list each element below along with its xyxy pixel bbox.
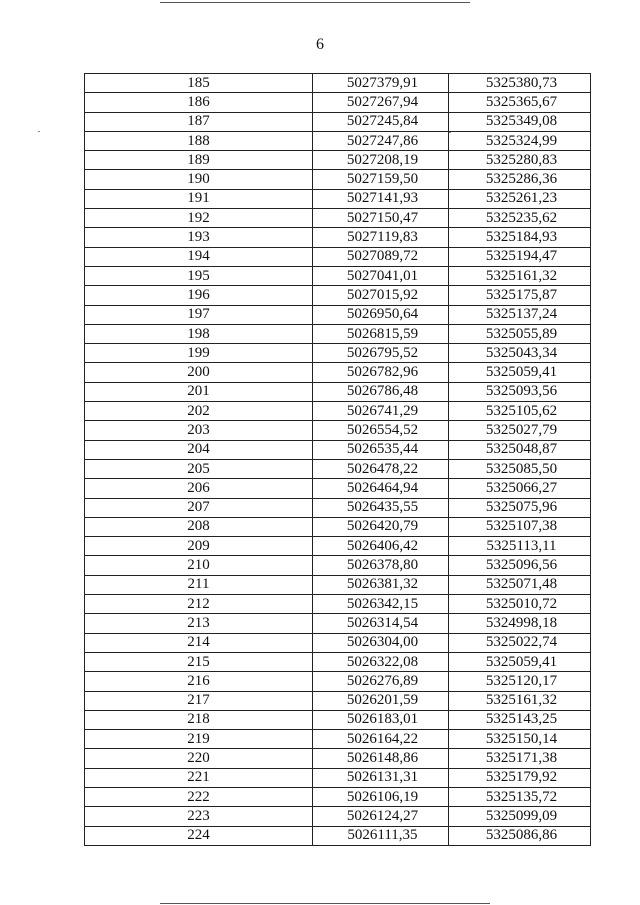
y-coordinate-cell: 5325324,99 <box>449 131 591 150</box>
x-coordinate-cell: 5026111,35 <box>313 826 449 845</box>
x-coordinate-cell: 5026148,86 <box>313 749 449 768</box>
point-number-cell: 195 <box>85 266 313 285</box>
x-coordinate-cell: 5026478,22 <box>313 459 449 478</box>
x-coordinate-cell: 5026378,80 <box>313 556 449 575</box>
table-row <box>85 517 591 536</box>
y-coordinate-cell: 5325175,87 <box>449 286 591 305</box>
table-row <box>85 537 591 556</box>
table-row <box>85 730 591 749</box>
table-row <box>85 151 591 170</box>
point-number-cell: 206 <box>85 479 313 498</box>
x-coordinate-cell: 5026183,01 <box>313 710 449 729</box>
page-number: 6 <box>316 36 324 53</box>
point-number-cell: 218 <box>85 710 313 729</box>
x-coordinate-cell: 5027245,84 <box>313 112 449 131</box>
table-row <box>85 382 591 401</box>
y-coordinate-cell: 5325380,73 <box>449 74 591 93</box>
y-coordinate-cell: 5325179,92 <box>449 768 591 787</box>
y-coordinate-cell: 5325365,67 <box>449 93 591 112</box>
y-coordinate-cell: 5325105,62 <box>449 402 591 421</box>
x-coordinate-cell: 5026464,94 <box>313 479 449 498</box>
y-coordinate-cell: 5325171,38 <box>449 749 591 768</box>
table-row <box>85 344 591 363</box>
x-coordinate-cell: 5027208,19 <box>313 151 449 170</box>
point-number-cell: 214 <box>85 633 313 652</box>
table-row <box>85 189 591 208</box>
y-coordinate-cell: 5325135,72 <box>449 787 591 806</box>
point-number-cell: 212 <box>85 595 313 614</box>
table-row <box>85 247 591 266</box>
y-coordinate-cell: 5325010,72 <box>449 595 591 614</box>
point-number-cell: 202 <box>85 402 313 421</box>
x-coordinate-cell: 5026131,31 <box>313 768 449 787</box>
y-coordinate-cell: 5325194,47 <box>449 247 591 266</box>
table-row <box>85 286 591 305</box>
x-coordinate-cell: 5026322,08 <box>313 652 449 671</box>
table-row <box>85 652 591 671</box>
y-coordinate-cell: 5325137,24 <box>449 305 591 324</box>
point-number-cell: 204 <box>85 440 313 459</box>
table-row <box>85 74 591 93</box>
point-number-cell: 200 <box>85 363 313 382</box>
table-row <box>85 266 591 285</box>
table-row <box>85 826 591 845</box>
table-row <box>85 498 591 517</box>
scan-speck <box>449 132 451 133</box>
y-coordinate-cell: 5325120,17 <box>449 672 591 691</box>
point-number-cell: 201 <box>85 382 313 401</box>
x-coordinate-cell: 5026342,15 <box>313 595 449 614</box>
scan-speck <box>38 131 40 132</box>
y-coordinate-cell: 5324998,18 <box>449 614 591 633</box>
y-coordinate-cell: 5325048,87 <box>449 440 591 459</box>
table-row <box>85 768 591 787</box>
point-number-cell: 196 <box>85 286 313 305</box>
x-coordinate-cell: 5027247,86 <box>313 131 449 150</box>
point-number-cell: 210 <box>85 556 313 575</box>
x-coordinate-cell: 5027141,93 <box>313 189 449 208</box>
table-row <box>85 131 591 150</box>
table-row <box>85 749 591 768</box>
table-row <box>85 595 591 614</box>
table-row <box>85 710 591 729</box>
y-coordinate-cell: 5325075,96 <box>449 498 591 517</box>
table-row <box>85 209 591 228</box>
y-coordinate-cell: 5325184,93 <box>449 228 591 247</box>
point-number-cell: 207 <box>85 498 313 517</box>
point-number-cell: 216 <box>85 672 313 691</box>
x-coordinate-cell: 5026304,00 <box>313 633 449 652</box>
point-number-cell: 187 <box>85 112 313 131</box>
y-coordinate-cell: 5325143,25 <box>449 710 591 729</box>
table-row <box>85 787 591 806</box>
y-coordinate-cell: 5325066,27 <box>449 479 591 498</box>
y-coordinate-cell: 5325027,79 <box>449 421 591 440</box>
point-number-cell: 191 <box>85 189 313 208</box>
y-coordinate-cell: 5325085,50 <box>449 459 591 478</box>
point-number-cell: 220 <box>85 749 313 768</box>
x-coordinate-cell: 5026535,44 <box>313 440 449 459</box>
x-coordinate-cell: 5026164,22 <box>313 730 449 749</box>
point-number-cell: 185 <box>85 74 313 93</box>
point-number-cell: 199 <box>85 344 313 363</box>
x-coordinate-cell: 5026795,52 <box>313 344 449 363</box>
y-coordinate-cell: 5325113,11 <box>449 537 591 556</box>
table-row <box>85 440 591 459</box>
y-coordinate-cell: 5325286,36 <box>449 170 591 189</box>
x-coordinate-cell: 5026106,19 <box>313 787 449 806</box>
y-coordinate-cell: 5325071,48 <box>449 575 591 594</box>
x-coordinate-cell: 5026201,59 <box>313 691 449 710</box>
x-coordinate-cell: 5026124,27 <box>313 807 449 826</box>
table-row <box>85 479 591 498</box>
x-coordinate-cell: 5027159,50 <box>313 170 449 189</box>
point-number-cell: 224 <box>85 826 313 845</box>
top-rule <box>160 2 470 3</box>
x-coordinate-cell: 5026406,42 <box>313 537 449 556</box>
y-coordinate-cell: 5325161,32 <box>449 266 591 285</box>
x-coordinate-cell: 5027089,72 <box>313 247 449 266</box>
point-number-cell: 193 <box>85 228 313 247</box>
x-coordinate-cell: 5026741,29 <box>313 402 449 421</box>
y-coordinate-cell: 5325043,34 <box>449 344 591 363</box>
table-row <box>85 421 591 440</box>
x-coordinate-cell: 5027379,91 <box>313 74 449 93</box>
y-coordinate-cell: 5325055,89 <box>449 324 591 343</box>
x-coordinate-cell: 5026782,96 <box>313 363 449 382</box>
table-row <box>85 112 591 131</box>
table-row <box>85 459 591 478</box>
table-row <box>85 363 591 382</box>
point-number-cell: 190 <box>85 170 313 189</box>
point-number-cell: 192 <box>85 209 313 228</box>
point-number-cell: 186 <box>85 93 313 112</box>
point-number-cell: 194 <box>85 247 313 266</box>
x-coordinate-cell: 5027267,94 <box>313 93 449 112</box>
y-coordinate-cell: 5325150,14 <box>449 730 591 749</box>
point-number-cell: 208 <box>85 517 313 536</box>
table-row <box>85 170 591 189</box>
y-coordinate-cell: 5325086,86 <box>449 826 591 845</box>
table-row <box>85 228 591 247</box>
y-coordinate-cell: 5325099,09 <box>449 807 591 826</box>
y-coordinate-cell: 5325022,74 <box>449 633 591 652</box>
x-coordinate-cell: 5026435,55 <box>313 498 449 517</box>
coordinates-table <box>84 73 591 846</box>
point-number-cell: 223 <box>85 807 313 826</box>
table-row <box>85 305 591 324</box>
point-number-cell: 197 <box>85 305 313 324</box>
x-coordinate-cell: 5027015,92 <box>313 286 449 305</box>
y-coordinate-cell: 5325280,83 <box>449 151 591 170</box>
y-coordinate-cell: 5325349,08 <box>449 112 591 131</box>
x-coordinate-cell: 5026276,89 <box>313 672 449 691</box>
x-coordinate-cell: 5026815,59 <box>313 324 449 343</box>
bottom-rule <box>160 903 490 904</box>
point-number-cell: 215 <box>85 652 313 671</box>
y-coordinate-cell: 5325093,56 <box>449 382 591 401</box>
point-number-cell: 221 <box>85 768 313 787</box>
point-number-cell: 205 <box>85 459 313 478</box>
y-coordinate-cell: 5325107,38 <box>449 517 591 536</box>
x-coordinate-cell: 5027041,01 <box>313 266 449 285</box>
table-row <box>85 672 591 691</box>
y-coordinate-cell: 5325059,41 <box>449 363 591 382</box>
table-row <box>85 691 591 710</box>
point-number-cell: 213 <box>85 614 313 633</box>
point-number-cell: 219 <box>85 730 313 749</box>
x-coordinate-cell: 5027150,47 <box>313 209 449 228</box>
point-number-cell: 209 <box>85 537 313 556</box>
point-number-cell: 203 <box>85 421 313 440</box>
table-row <box>85 93 591 112</box>
y-coordinate-cell: 5325235,62 <box>449 209 591 228</box>
y-coordinate-cell: 5325059,41 <box>449 652 591 671</box>
point-number-cell: 188 <box>85 131 313 150</box>
x-coordinate-cell: 5026786,48 <box>313 382 449 401</box>
x-coordinate-cell: 5026314,54 <box>313 614 449 633</box>
x-coordinate-cell: 5026950,64 <box>313 305 449 324</box>
table-row <box>85 614 591 633</box>
y-coordinate-cell: 5325261,23 <box>449 189 591 208</box>
x-coordinate-cell: 5026554,52 <box>313 421 449 440</box>
table-row <box>85 324 591 343</box>
table-row <box>85 633 591 652</box>
x-coordinate-cell: 5026381,32 <box>313 575 449 594</box>
table-row <box>85 556 591 575</box>
y-coordinate-cell: 5325096,56 <box>449 556 591 575</box>
x-coordinate-cell: 5026420,79 <box>313 517 449 536</box>
coordinates-table-body <box>85 74 591 846</box>
table-row <box>85 807 591 826</box>
table-row <box>85 575 591 594</box>
y-coordinate-cell: 5325161,32 <box>449 691 591 710</box>
point-number-cell: 198 <box>85 324 313 343</box>
table-row <box>85 402 591 421</box>
point-number-cell: 211 <box>85 575 313 594</box>
point-number-cell: 217 <box>85 691 313 710</box>
x-coordinate-cell: 5027119,83 <box>313 228 449 247</box>
point-number-cell: 222 <box>85 787 313 806</box>
point-number-cell: 189 <box>85 151 313 170</box>
